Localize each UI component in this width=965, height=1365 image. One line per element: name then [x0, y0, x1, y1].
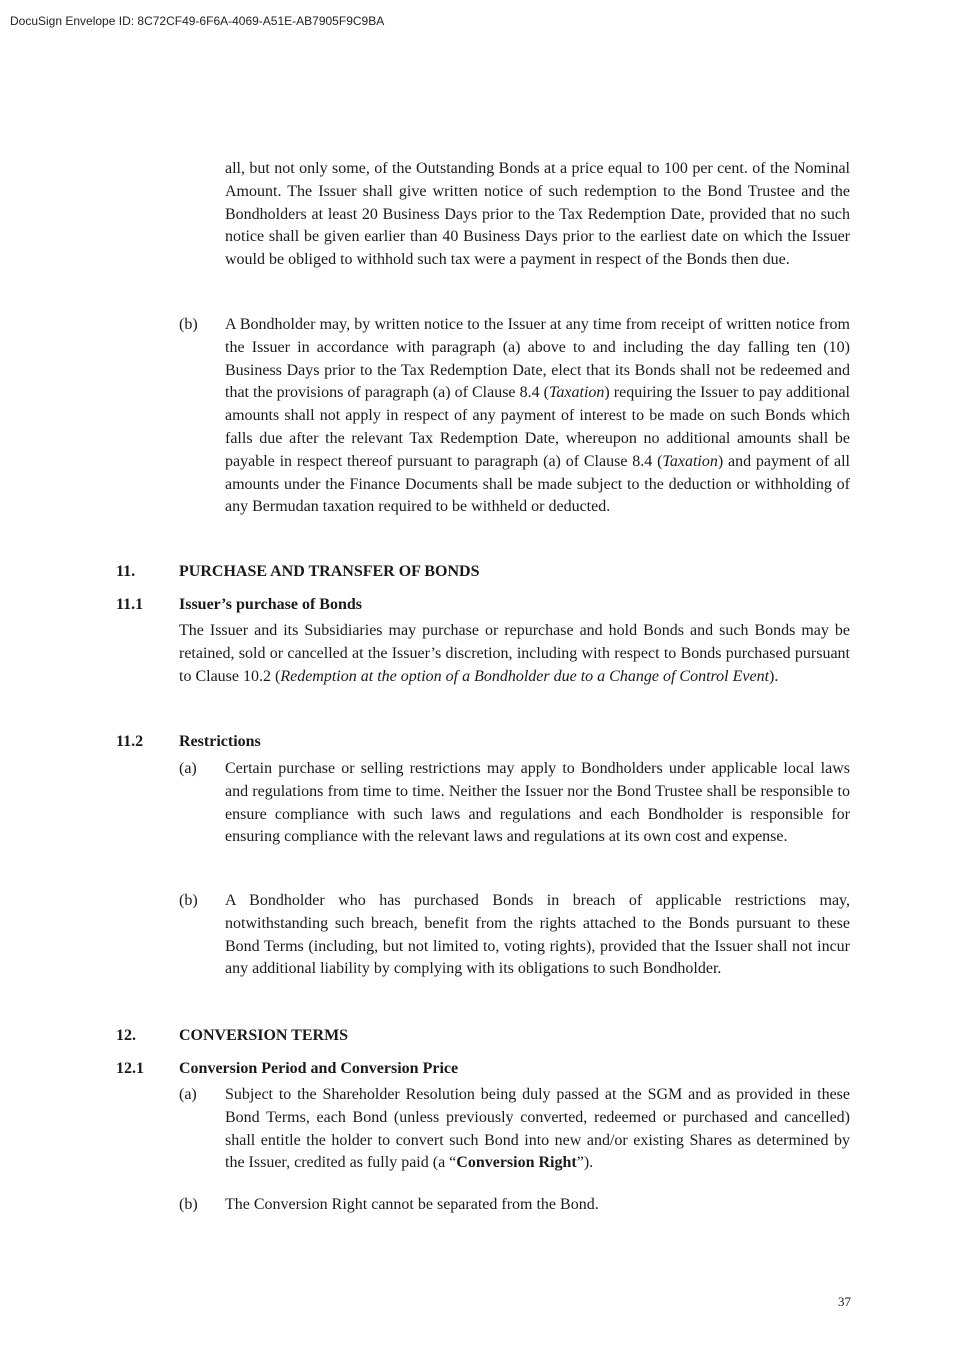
docusign-envelope-id: DocuSign Envelope ID: 8C72CF49-6F6A-4069-A51E-AB7905F9C9BA: [10, 14, 385, 28]
clause-11-2-title: Restrictions: [179, 733, 261, 750]
clause-12-1-b-text: The Conversion Right cannot be separated from the Bond.: [225, 1196, 599, 1213]
section-11-number: 11.: [116, 563, 136, 580]
clause-12-1-a-text: Subject to the Shareholder Resolution being duly passed at the SGM and as provided in these Bond Terms, each Bond (unless previously converted, redeemed or purchased and cancelled) shall entitle the holder to convert such Bond into new and/or existing Shares as determined by the Issuer, credited as fully paid (a “Conversion Right”).: [225, 1086, 850, 1172]
section-12-number: 12.: [116, 1027, 136, 1044]
continuation-paragraph: all, but not only some, of the Outstanding Bonds at a price equal to 100 per cent. of the Nominal Amount. The Issuer shall give written notice of such redemption to the Bond Trustee and the Bondholders at least 20 Business Days prior to the Tax Redemption Date, provided that no such notice shall be given earlier than 40 Business Days prior to the earliest date on which the Issuer would be obliged to withhold such tax were a payment in respect of the Bonds then due.: [225, 160, 850, 269]
section-11-title: PURCHASE AND TRANSFER OF BONDS: [179, 563, 480, 580]
clause-12-1-number: 12.1: [116, 1060, 144, 1077]
clause-11-1-title: Issuer’s purchase of Bonds: [179, 596, 362, 613]
clause-12-1-a-label: (a): [179, 1086, 197, 1103]
clause-11-1-text: The Issuer and its Subsidiaries may purchase or repurchase and hold Bonds and such Bonds may be retained, sold or cancelled at the Issuer’s discretion, including with respect to Bonds purchased pursuant to Clause 10.2 (Redemption at the option of a Bondholder due to a Change of Control Event).: [179, 622, 850, 685]
clause-10-b-text: A Bondholder may, by written notice to the Issuer at any time from receipt of written notice from the Issuer in accordance with paragraph (a) above to and including the day falling ten (10) Business Days prior to the Tax Redemption Date, elect that its Bonds shall not be redeemed and that the provisions of paragraph (a) of Clause 8.4 (Taxation) requiring the Issuer to pay additional amounts shall not apply in respect of any payment of interest to be made on such Bonds which falls due after the relevant Tax Redemption Date, whereupon no additional amounts shall be payable in respect thereof pursuant to paragraph (a) of Clause 8.4 (Taxation) and payment of all amounts under the Finance Documents shall be made subject to the deduction or withholding of any Bermudan taxation required to be withheld or deducted.: [225, 316, 850, 516]
clause-11-2-a-text: Certain purchase or selling restrictions may apply to Bondholders under applicable local laws and regulations from time to time. Neither the Issuer nor the Bond Trustee shall be responsible to ensure compliance with such laws and regulations and each Bondholder is responsible for ensuring compliance with the relevant laws and regulations at its own cost and expense.: [225, 760, 850, 846]
clause-11-1-number: 11.1: [116, 596, 144, 613]
clause-11-2-b-text: A Bondholder who has purchased Bonds in breach of applicable restrictions may, notwithstanding such breach, benefit from the rights attached to the Bonds pursuant to these Bond Terms (including, but not limited to, voting rights), provided that the Issuer shall not incur any additional liability by complying with its obligations to such Bondholder.: [225, 892, 850, 978]
clause-12-1-b-label: (b): [179, 1196, 198, 1213]
clause-12-1-title: Conversion Period and Conversion Price: [179, 1060, 459, 1077]
clause-10-b-label: (b): [179, 316, 198, 333]
clause-11-2-a-label: (a): [179, 760, 197, 777]
clause-11-2-b-label: (b): [179, 892, 198, 909]
page-number: 37: [838, 1294, 851, 1309]
clause-11-2-number: 11.2: [116, 733, 144, 750]
section-12-title: CONVERSION TERMS: [179, 1027, 349, 1044]
